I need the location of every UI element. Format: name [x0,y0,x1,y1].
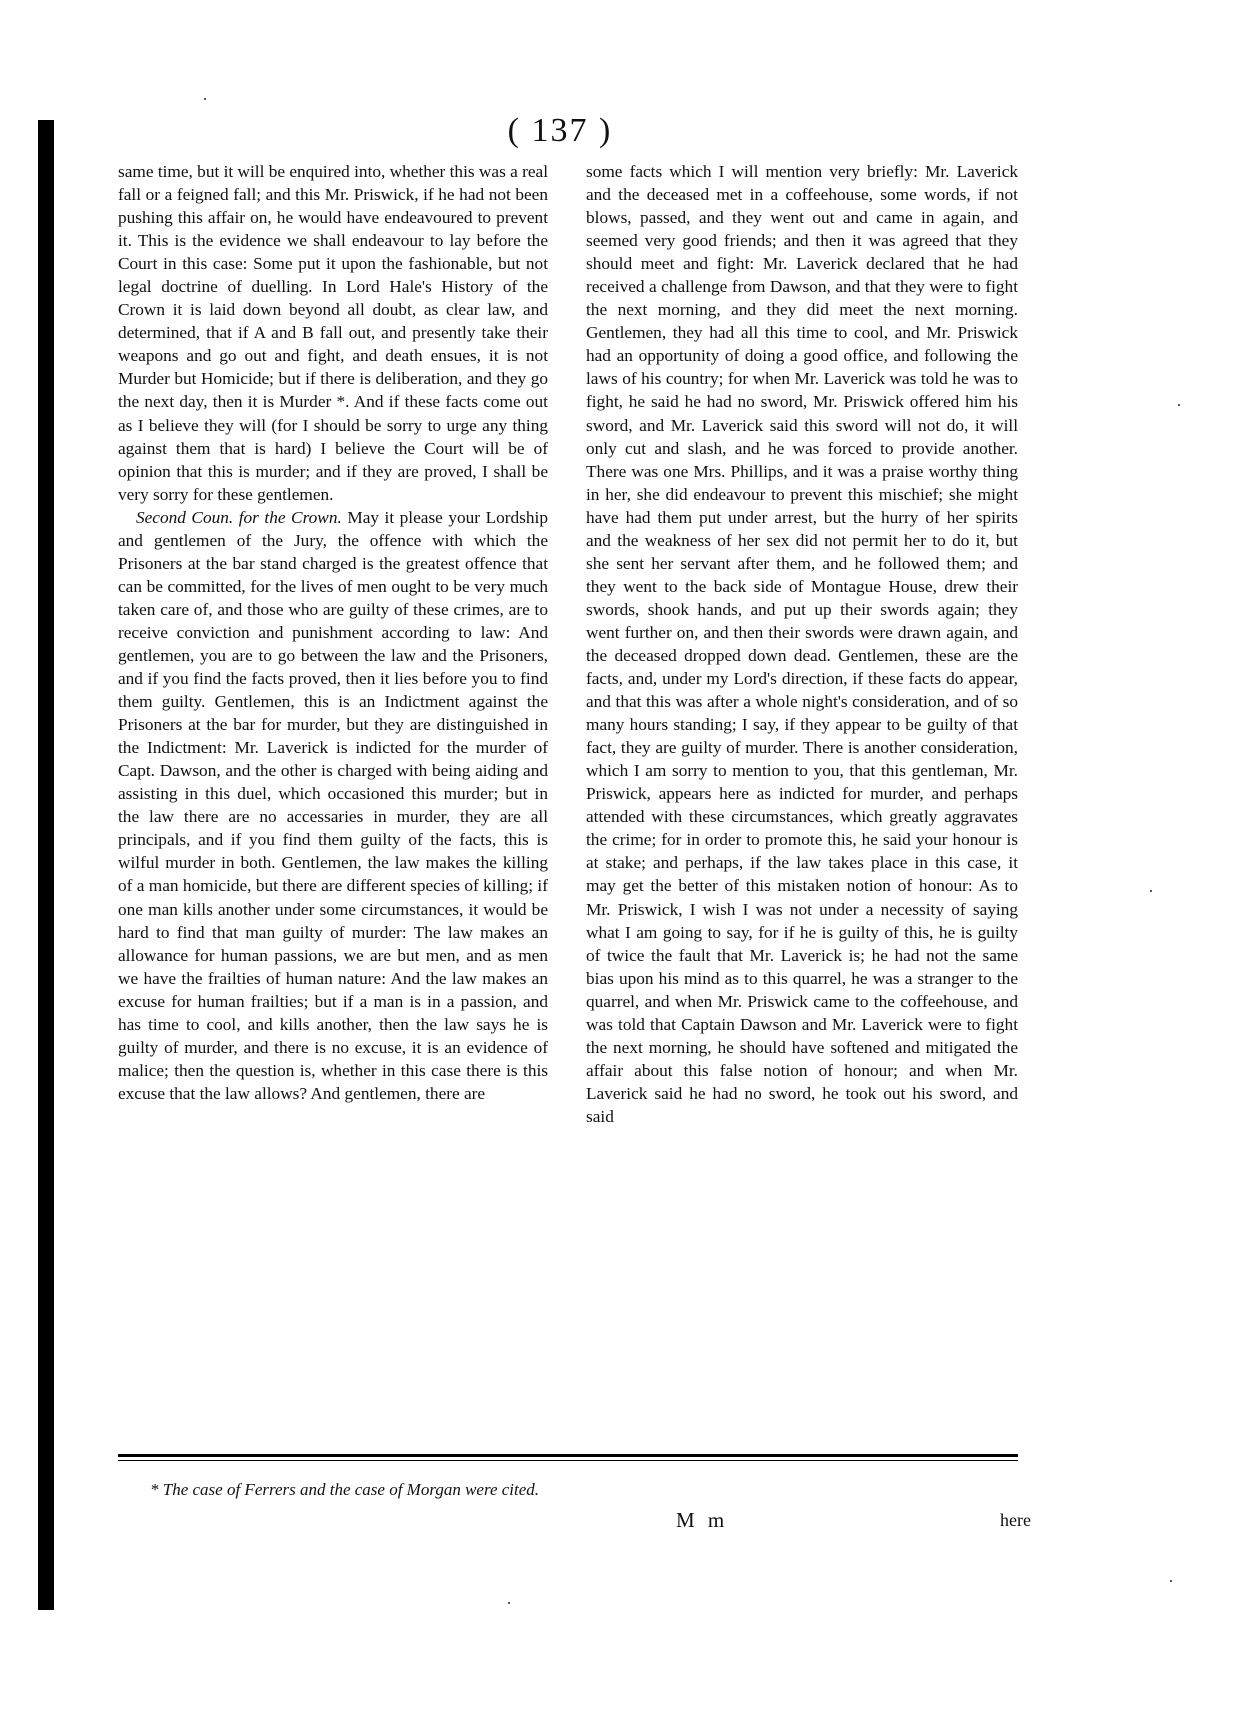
scan-speck [508,1602,510,1604]
footnote-rule [118,1454,1018,1457]
speaker-label: Second Coun. for the Crown. [136,507,342,527]
scan-speck [1178,404,1180,406]
right-column [586,160,1018,1128]
left-paragraph-1: same time, but it will be enquired into, whether this was a real fall or a feigned fall; and this Mr. Priswick, if he had not been pushing this affair on, he would have endeavoured to prevent it. This is the evidence we shall endeavour to lay before the Court in this case: Some put it upon the fashionable, but not legal doctrine of duelling. In Lord Hale's History of the Crown it is laid down beyond all doubt, as clear law, and determined, that if A and B fall out, and presently take their weapons and go out and fight, and death ensues, it is not Murder but Homicide; but if there is deliberation, and they go the next day, then it is Murder *. And if these facts come out as I believe they will (for I should be sorry to urge any thing against them that is hard) I believe the Court will be of opinion that this is murder; and if they are proved, I shall be very sorry for these gentlemen. [118,162,548,504]
page-number: ( 137 ) [507,112,613,149]
binding-edge [38,120,54,1610]
footnote-rule-thin [118,1460,1018,1461]
right-paragraph: some facts which I will mention very briefly: Mr. Laverick and the deceased met in a coffeehouse, some words, if not blows, passed, and they went out and came in again, and seemed very good friends; and then it was agreed that they should meet and fight: Mr. Laverick declared that he had received a challenge from Dawson, and that they were to fight the next morning, and they did meet the next morning. Gentlemen, they had all this time to cool, and Mr. Priswick had an opportunity of doing a good office, and following the laws of his country; for when Mr. Laverick was told he was to fight, he said he had no sword, Mr. Priswick offered him his sword, and Mr. Laverick said this sword will not do, it will only cut and slash, and he was forced to provide another. There was one Mrs. Phillips, and it was a praise worthy thing in her, she did endeavour to prevent this mischief; she might have had them put under arrest, but the hurry of her spirits and the weakness of her sex did not permit her to do it, but she sent her servant after them, and he followed them; and they went to the back side of Montague House, drew their swords, shook hands, and put up their swords again; they went further on, and then their swords were drawn again, and the deceased dropped down dead. Gentlemen, these are the facts, and, under my Lord's direction, if these facts do appear, and that this was after a whole night's consideration, and of so many hours standing; I say, if they appear to be guilty of that fact, they are guilty of murder. There is another consideration, which I am sorry to mention to you, that this gentleman, Mr. Priswick, appears here as indicted for murder, and perhaps attended with these circumstances, which greatly aggravates the crime; for in order to promote this, he said your honour is at stake; and perhaps, if the law takes place in this case, it may get the better of this mistaken notion of honour: As to Mr. Priswick, I wish I was not under a necessity of saying what I am going to say, for if he is guilty of this, he is guilty of twice the fault that Mr. Laverick is; he had not the same bias upon his mind as to this quarrel, he was a stranger to the quarrel, and when Mr. Priswick came to the coffeehouse, and was told that Captain Dawson and Mr. Laverick were to fight the next morning, he should have softened and mitigated the affair about this false notion of honour; and when Mr. Laverick said he had no sword, he took out his sword, and said [586,162,1018,1126]
catchword: here [1000,1510,1031,1530]
footnote: * The case of Ferrers and the case of Morgan were cited. [150,1480,540,1499]
speech-text: May it please your Lordship and gentlemen of the Jury, the offence with which the Prisoners at the bar stand charged is the greatest offence that can be committed, for the lives of men ought to be very much taken care of, and those who are guilty of these crimes, are to receive conviction and punishment according to law: And gentlemen, you are to go between the law and the Prisoners, and if you find the facts proved, then it lies before you to find them guilty. Gentlemen, this is an Indictment against the Prisoners at the bar for murder, but they are distinguished in the Indictment: Mr. Laverick is indicted for the murder of Capt. Dawson, and the other is charged with being aiding and assisting in this duel, which occasioned this murder; but in the law there are no accessaries in murder, they are all principals, and if you find them guilty of the facts, this is wilful murder in both. Gentlemen, the law makes the killing of a man homicide, but there are different species of killing; if one man kills another under some circumstances, it would be hard to find that man guilty of murder: The law makes an allowance for human passions, we are but men, and as men we have the frailties of human nature: And the law makes an excuse for human frailties; but if a man is in a passion, and has time to cool, and kills another, then the law says he is guilty of murder, and there is no excuse, it is an evidence of malice; then the question is, whether in this case there is this excuse that the law allows? And gentlemen, there are [118,507,548,1103]
speech-paragraph [118,506,548,1105]
signature-mark: M m [676,1508,729,1532]
scan-speck [204,98,206,100]
scan-speck [1150,890,1152,892]
left-column [118,160,548,1105]
scan-speck [1170,1580,1172,1582]
